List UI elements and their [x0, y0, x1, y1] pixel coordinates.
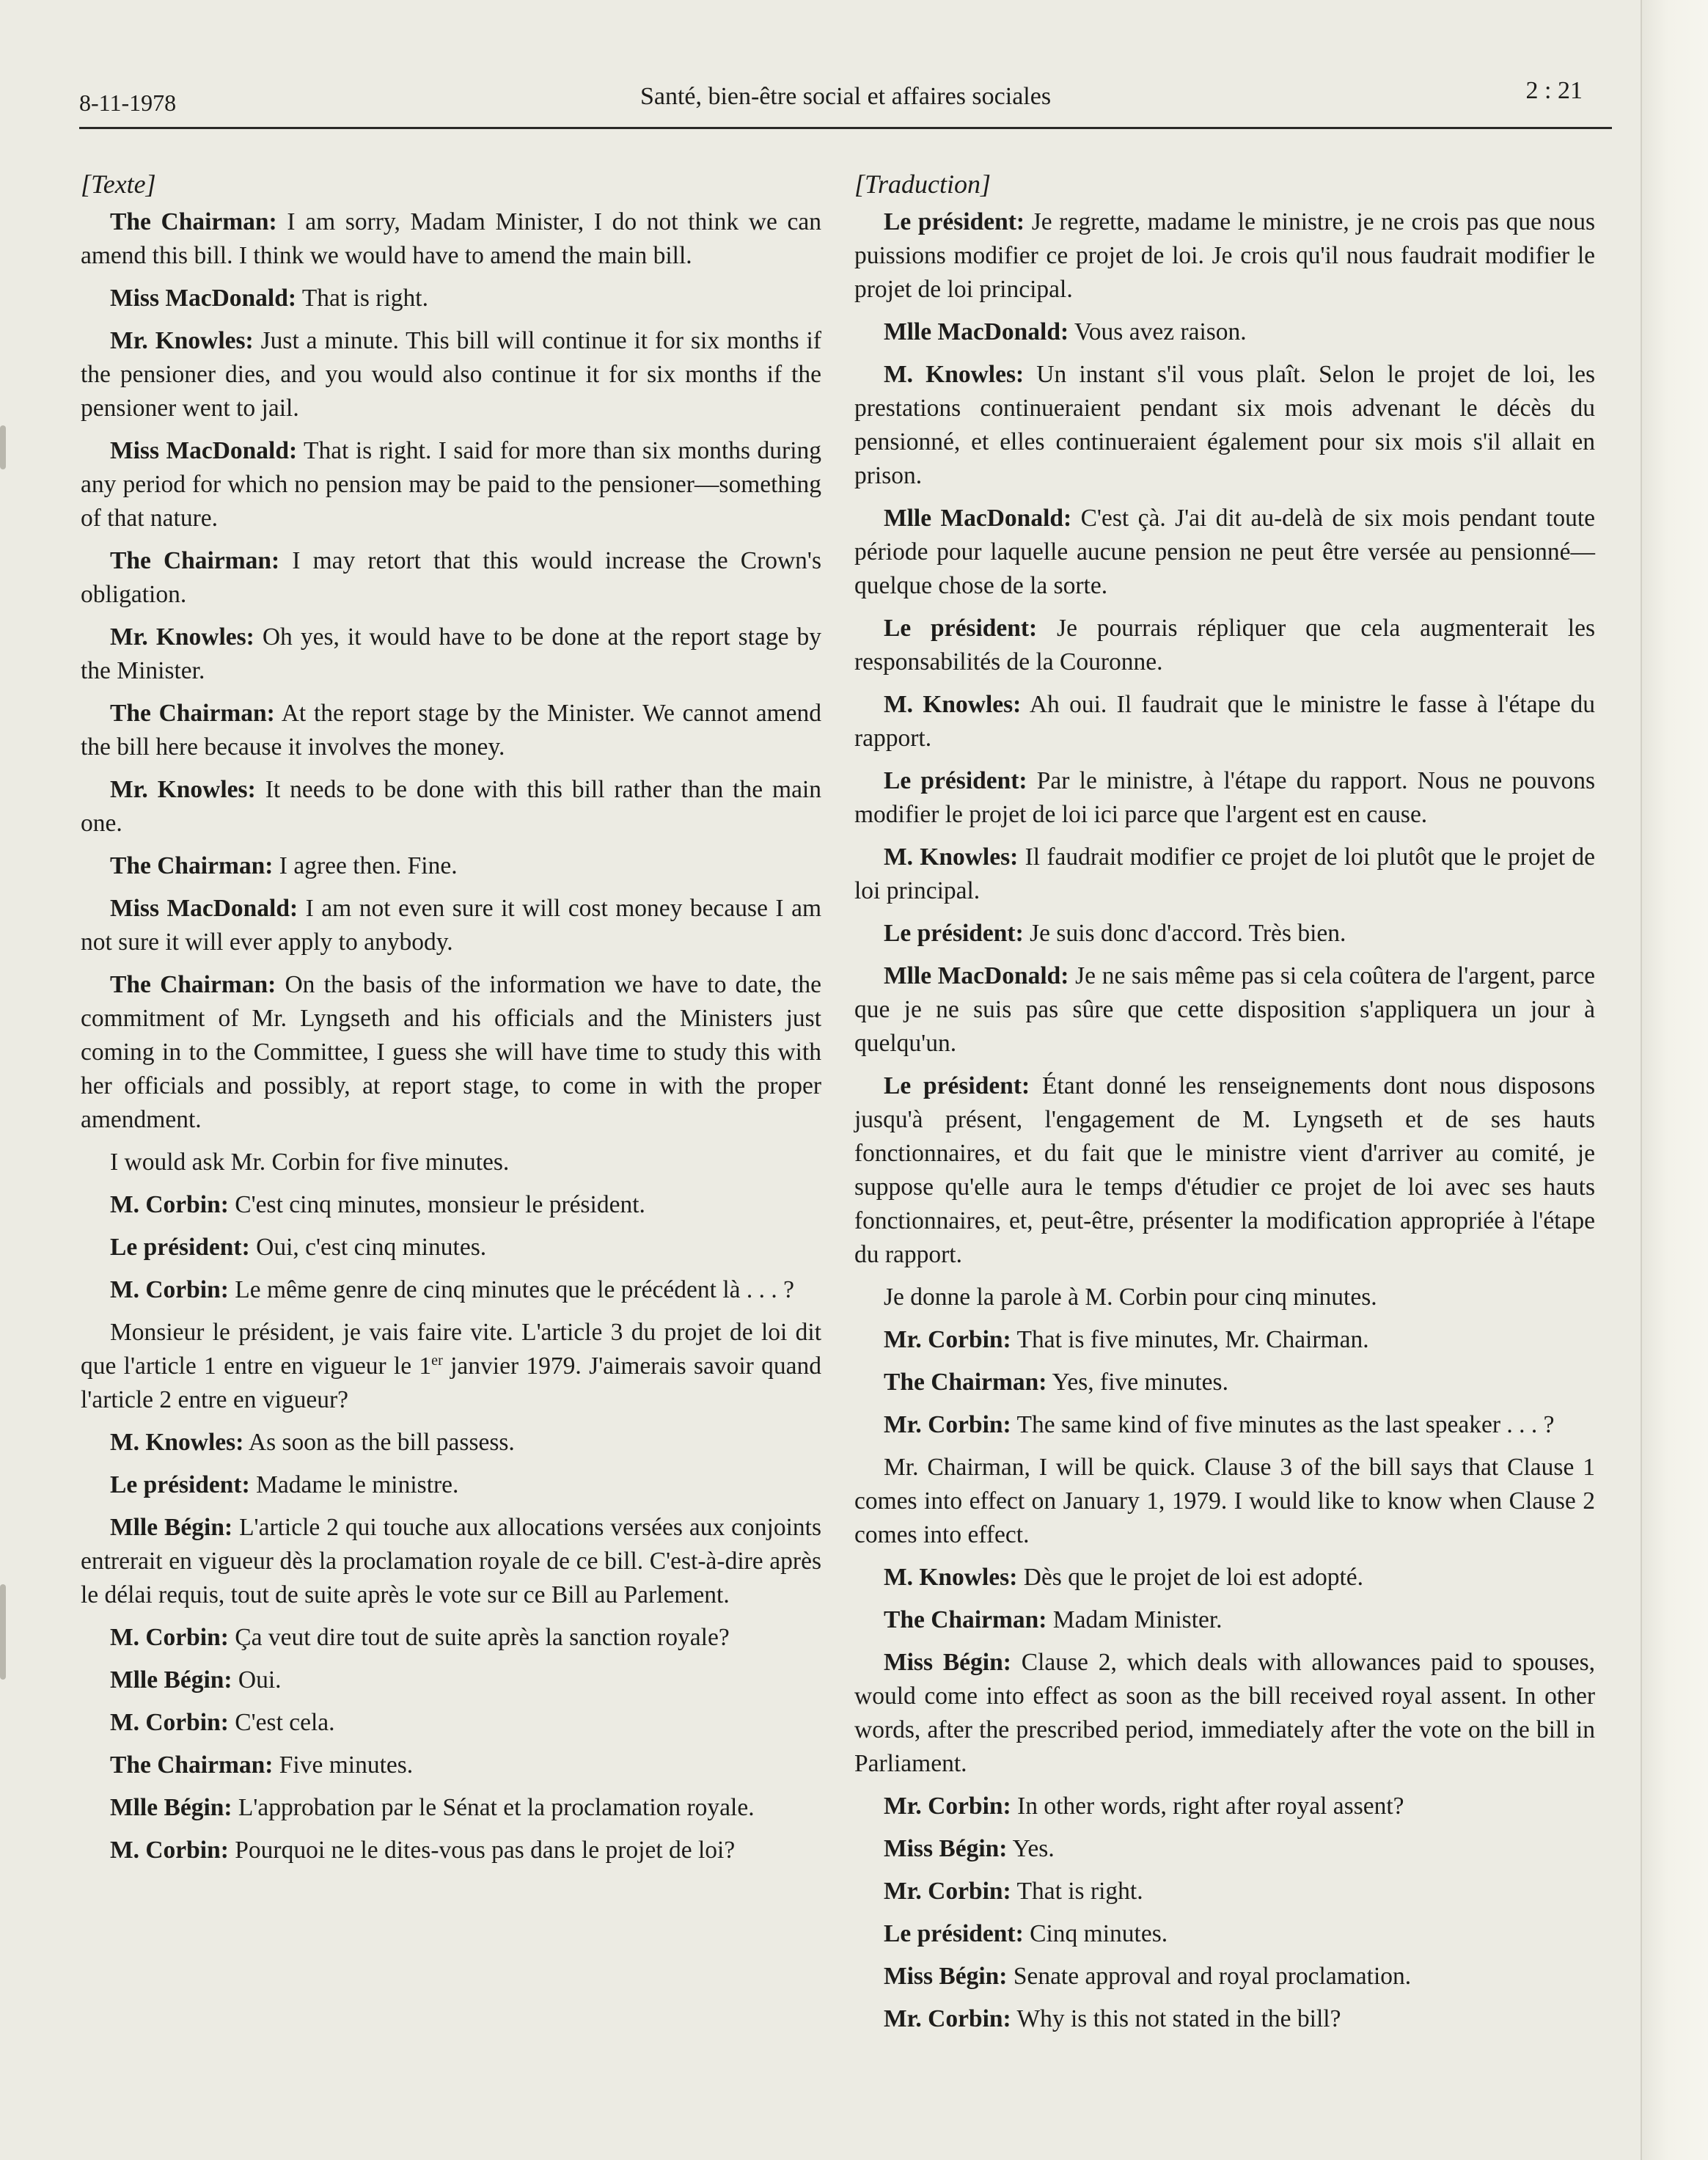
transcript-entry: [81, 282, 821, 315]
speaker-name: M. Corbin:: [110, 1190, 229, 1218]
transcript-entry: [81, 849, 821, 883]
speaker-name: Mr. Corbin:: [884, 2005, 1011, 2032]
speech-text: The same kind of five minutes as the last speaker . . . ?: [1016, 1410, 1555, 1438]
transcript-entry: [854, 1451, 1595, 1552]
speech-text: Un instant s'il vous plaît. Selon le projet de loi, les prestations continueraient pendant six mois advenant le décès du pensionné, et elles continueraient également pour six mois s'il allait en prison.: [854, 360, 1596, 489]
speech-text: Yes.: [1012, 1834, 1055, 1862]
speech-text: That is right.: [1016, 1877, 1143, 1905]
speaker-name: Mr. Knowles:: [110, 326, 254, 354]
speaker-name: Mlle Bégin:: [110, 1666, 232, 1694]
speaker-name: M. Corbin:: [110, 1836, 229, 1864]
speech-text: Mr. Chairman, I will be quick. Clause 3 of the bill says that Clause 1 comes into effect on January 1, 1979. I would like to know when Clause 2 comes into effect.: [854, 1453, 1595, 1548]
speech-text: Je pourrais répliquer que cela augmenterait les responsabilités de la Couronne.: [854, 614, 1596, 676]
speech-text: Étant donné les renseignements dont nous disposons jusqu'à présent, l'engagement de M. Lyngseth et de ses hauts fonctionnaires, et du fait que le ministre vient d'arriver au comité, je suppose qu'elle aura le temps d'étudier ce projet de loi avec ses hauts fonctionnaires, et, peut-être, présenter la modification appropriée à l'étape du rapport.: [854, 1072, 1596, 1268]
header-date: 8-11-1978: [79, 89, 177, 116]
speaker-name: Mlle MacDonald:: [884, 504, 1072, 532]
transcript-entry: [854, 502, 1595, 603]
header-title: Santé, bien-être social et affaires sociales: [639, 83, 1052, 110]
speaker-name: Miss Bégin:: [884, 1648, 1011, 1676]
speaker-name: Le président:: [884, 919, 1024, 947]
speech-text: That is five minutes, Mr. Chairman.: [1016, 1325, 1369, 1353]
speaker-name: M. Knowles:: [884, 690, 1022, 718]
speaker-name: M. Knowles:: [884, 1563, 1018, 1591]
speaker-name: Mr. Corbin:: [884, 1877, 1011, 1905]
transcript-entry: [81, 1426, 821, 1460]
transcript-entry: [854, 764, 1595, 832]
speech-text: Madam Minister.: [1052, 1606, 1223, 1633]
speaker-name: The Chairman:: [110, 852, 274, 879]
running-header: [79, 57, 1612, 129]
transcript-entry: [854, 1875, 1595, 1908]
speech-text: I would ask Mr. Corbin for five minutes.: [110, 1148, 510, 1176]
page-number: 2 : 21: [1525, 77, 1583, 104]
speaker-name: Le président:: [884, 1072, 1030, 1099]
transcript-entry: [81, 1749, 821, 1782]
speech-text: Dès que le projet de loi est adopté.: [1023, 1563, 1364, 1591]
speaker-name: M. Knowles:: [884, 843, 1019, 871]
speaker-name: Mr. Knowles:: [110, 623, 254, 651]
speech-text: In other words, right after royal assent?: [1017, 1792, 1404, 1820]
speaker-name: Miss Bégin:: [884, 1962, 1008, 1990]
speech-text: That is right. I said for more than six months during any period for which no pension may be paid to the pensioner—something of that nature.: [81, 436, 822, 532]
speech-text: Pourquoi ne le dites-vous pas dans le projet de loi?: [235, 1836, 736, 1864]
speaker-name: Mr. Corbin:: [884, 1410, 1011, 1438]
speaker-name: Miss MacDonald:: [110, 894, 298, 922]
speech-text: At the report stage by the Minister. We cannot amend the bill here because it involves the money.: [81, 699, 821, 761]
transcript-entry: [81, 773, 821, 841]
transcript-entry: [81, 324, 821, 425]
transcript-entry: [854, 841, 1595, 908]
transcript-entry: [854, 917, 1595, 951]
transcript-entry: [854, 205, 1595, 307]
speaker-name: M. Corbin:: [110, 1275, 229, 1303]
speaker-name: The Chairman:: [884, 1368, 1047, 1396]
speaker-name: The Chairman:: [884, 1606, 1047, 1633]
speaker-name: Le président:: [884, 614, 1038, 642]
transcript-entry: [854, 1408, 1595, 1442]
speech-text: Par le ministre, à l'étape du rapport. Nous ne pouvons modifier le projet de loi ici parce que l'argent est en cause.: [854, 766, 1596, 828]
speech-text: Madame le ministre.: [256, 1471, 459, 1498]
speech-text: Clause 2, which deals with allowances paid to spouses, would come into effect as soon as the bill received royal assent. In other words, after the prescribed period, immediately after the vote on the bill in Parliament.: [854, 1648, 1596, 1777]
transcript-entry: [81, 1316, 821, 1417]
speaker-name: M. Knowles:: [110, 1428, 244, 1456]
transcript-entry: [854, 1281, 1595, 1314]
transcript-entry: [854, 358, 1595, 493]
speech-text: That is right.: [301, 284, 428, 312]
transcript-entry: [81, 1621, 821, 1655]
transcript-entry: [81, 1834, 821, 1867]
transcript-entry: [854, 1561, 1595, 1595]
speech-text: Monsieur le président, je vais faire vite. L'article 3 du projet de loi dit que l'article 1 entre en vigueur le 1er janvier 1979. J'aimerais savoir quand l'article 2 entre en vigueur?: [81, 1318, 821, 1413]
transcript-entry: [854, 2002, 1595, 2036]
transcript-entry: [81, 1188, 821, 1222]
speech-text: On the basis of the information we have to date, the commitment of Mr. Lyngseth and his officials and the Ministers just coming in to the Committee, I guess she will have time to study this with her officials and possibly, at report stage, to come in with the proper amendment.: [81, 970, 821, 1133]
speech-text: C'est çà. J'ai dit au-delà de six mois pendant toute période pour laquelle aucune pension ne peut être versée au pensionné—quelque chose de la sorte.: [854, 504, 1595, 599]
transcript-entry: [81, 1706, 821, 1740]
speech-text: I am not even sure it will cost money because I am not sure it will ever apply to anybody.: [81, 894, 822, 956]
speaker-name: The Chairman:: [110, 1751, 274, 1779]
transcript-entry: [854, 1366, 1595, 1399]
transcript-entry: [854, 1069, 1595, 1272]
transcript-entry: [81, 892, 821, 959]
section-tag: [Texte]: [81, 169, 156, 199]
speech-text: C'est cinq minutes, monsieur le président.: [235, 1190, 645, 1218]
speaker-name: Mlle MacDonald:: [884, 318, 1069, 345]
speaker-name: Miss MacDonald:: [110, 284, 297, 312]
speech-text: Vous avez raison.: [1074, 318, 1247, 345]
speaker-name: The Chairman:: [110, 699, 275, 727]
transcript-entry: [81, 1231, 821, 1264]
speech-text: Je suis donc d'accord. Très bien.: [1030, 919, 1346, 947]
speech-text: Oui.: [238, 1666, 282, 1694]
transcript-entry: [81, 1663, 821, 1697]
transcript-entries: [854, 205, 1595, 2036]
transcript-entry: [81, 544, 821, 612]
speaker-name: Mlle MacDonald:: [884, 962, 1069, 989]
transcript-entry: [854, 959, 1595, 1061]
transcript-entry: [81, 205, 821, 273]
transcript-entry: [81, 1511, 821, 1612]
speech-text: Just a minute. This bill will continue it for six months if the pensioner dies, and you would also continue it for six months if the pensioner went to jail.: [81, 326, 821, 422]
transcript-entry: [81, 434, 821, 535]
speech-text: It needs to be done with this bill rather than the main one.: [81, 775, 822, 837]
speech-text: Ah oui. Il faudrait que le ministre le fasse à l'étape du rapport.: [854, 690, 1596, 752]
column-translation: [854, 170, 1595, 2045]
speaker-name: M. Corbin:: [110, 1708, 229, 1736]
transcript-entry: [854, 315, 1595, 349]
transcript-entry: [854, 1832, 1595, 1866]
speech-text: Oui, c'est cinq minutes.: [256, 1233, 487, 1261]
speech-text: Senate approval and royal proclamation.: [1013, 1962, 1412, 1990]
speech-text: Il faudrait modifier ce projet de loi plutôt que le projet de loi principal.: [854, 843, 1596, 904]
transcript-entry: [854, 1917, 1595, 1951]
transcript-entry: [854, 1323, 1595, 1357]
speech-text: As soon as the bill passess.: [248, 1428, 515, 1456]
transcript-entry: [854, 1960, 1595, 1994]
speaker-name: The Chairman:: [110, 546, 280, 574]
column-english-text: [81, 170, 821, 1876]
speaker-name: Le président:: [110, 1233, 250, 1261]
speech-text: Le même genre de cinq minutes que le précédent là . . . ?: [235, 1275, 795, 1303]
speaker-name: M. Corbin:: [110, 1623, 229, 1651]
speech-text: L'article 2 qui touche aux allocations versées aux conjoints entrerait en vigueur dès la proclamation royale de ce bill. C'est-à-dire après le délai requis, tout de suite après le vote sur ce Bill au Parlement.: [81, 1513, 822, 1608]
section-tag: [Traduction]: [854, 169, 992, 199]
speech-text: Oh yes, it would have to be done at the report stage by the Minister.: [81, 623, 822, 684]
speech-text: L'approbation par le Sénat et la proclamation royale.: [238, 1793, 755, 1821]
transcript-entry: [81, 1791, 821, 1825]
speaker-name: The Chairman:: [110, 970, 276, 998]
speech-text: I may retort that this would increase the Crown's obligation.: [81, 546, 822, 608]
transcript-entry: [81, 1468, 821, 1502]
speaker-name: Miss MacDonald:: [110, 436, 298, 464]
speaker-name: M. Knowles:: [884, 360, 1025, 388]
speaker-name: Mr. Corbin:: [884, 1325, 1011, 1353]
speaker-name: Miss Bégin:: [884, 1834, 1008, 1862]
speech-text: I agree then. Fine.: [279, 852, 458, 879]
speech-text: Yes, five minutes.: [1052, 1368, 1228, 1396]
transcript-entries: [81, 205, 821, 1867]
speech-text: Je ne sais même pas si cela coûtera de l'argent, parce que je ne suis pas sûre que cette disposition s'appliquera un jour à quelqu'un.: [854, 962, 1596, 1057]
transcript-entry: [854, 1646, 1595, 1781]
speech-text: Five minutes.: [279, 1751, 414, 1779]
speech-text: Ça veut dire tout de suite après la sanction royale?: [235, 1623, 730, 1651]
transcript-entry: [854, 612, 1595, 679]
page-edge: [1641, 0, 1708, 2160]
speech-text: Why is this not stated in the bill?: [1016, 2005, 1341, 2032]
transcript-entry: [854, 1603, 1595, 1637]
speaker-name: Le président:: [110, 1471, 250, 1498]
speech-text: Cinq minutes.: [1030, 1919, 1168, 1947]
speech-text: Je regrette, madame le ministre, je ne crois pas que nous puissions modifier ce projet de loi. Je crois qu'il nous faudrait modifier le projet de loi principal.: [854, 208, 1596, 303]
speech-text: Je donne la parole à M. Corbin pour cinq minutes.: [884, 1283, 1377, 1311]
speaker-name: Le président:: [884, 208, 1025, 235]
speaker-name: Le président:: [884, 1919, 1024, 1947]
transcript-entry: [81, 968, 821, 1137]
speaker-name: The Chairman:: [110, 208, 277, 235]
transcript-entry: [81, 1273, 821, 1307]
speaker-name: Mr. Corbin:: [884, 1792, 1011, 1820]
binding-mark: [0, 1584, 6, 1680]
speech-text: C'est cela.: [235, 1708, 335, 1736]
speaker-name: Le président:: [884, 766, 1027, 794]
speaker-name: Mr. Knowles:: [110, 775, 256, 803]
speech-text: I am sorry, Madam Minister, I do not think we can amend this bill. I think we would have to amend the main bill.: [81, 208, 821, 269]
speaker-name: Mlle Bégin:: [110, 1513, 233, 1541]
transcript-entry: [81, 1146, 821, 1179]
transcript-entry: [854, 688, 1595, 755]
binding-mark: [0, 425, 6, 469]
speaker-name: Mlle Bégin:: [110, 1793, 232, 1821]
transcript-entry: [81, 697, 821, 764]
transcript-entry: [854, 1790, 1595, 1823]
transcript-entry: [81, 620, 821, 688]
